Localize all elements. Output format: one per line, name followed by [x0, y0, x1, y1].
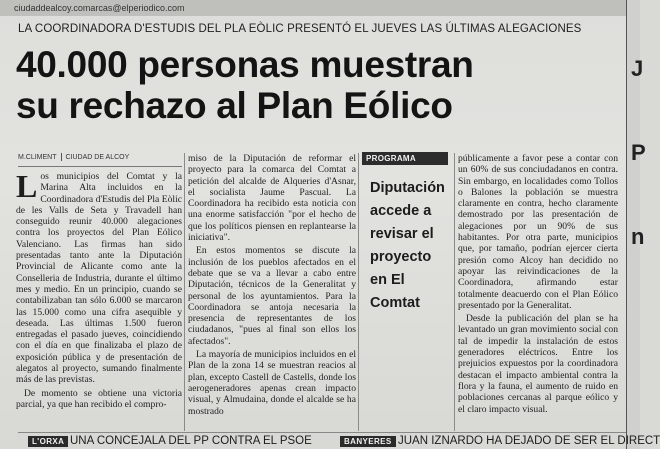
drop-cap: L — [16, 168, 38, 204]
byline-separator — [61, 153, 62, 161]
headline-line-1: 40.000 personas muestran — [16, 44, 474, 85]
sidebar-box — [362, 152, 452, 433]
brief-tag: BANYERES — [340, 436, 396, 447]
section-email: ciudaddealcoy.comarcas@elperiodico.com — [14, 3, 185, 13]
byline-author: M.CLIMENT — [18, 153, 57, 161]
brief-headline: JUAN IZNARDO HA DEJADO DE SER EL DIRECT — [398, 435, 660, 447]
column-divider — [358, 153, 359, 431]
paragraph: En estos momentos se discute la inclusión de los pueblos afectados en el debate que se va a llevar a cabo entre Diputación, técnicos de la Generalitat y personal de los ayuntamientos. Para la Coordinadora se antoja necesaria la presencia de representantes de los ciudadanos, "pues al final son ellos los afectados". — [188, 245, 356, 347]
article-headline — [16, 44, 622, 126]
article-column-2 — [188, 153, 356, 419]
edge-letter: P — [631, 140, 646, 165]
column-divider — [184, 153, 185, 431]
article-kicker: LA COORDINADORA D'ESTUDIS DEL PLA EÒLIC PRESENTÓ EL JUEVES LAS ÚLTIMAS ALEGACIONES — [18, 23, 582, 35]
article-column-1 — [16, 168, 182, 412]
footer-briefs — [18, 432, 660, 449]
byline-location: CIUDAD DE ALCOY — [65, 153, 130, 161]
byline — [18, 153, 129, 165]
adjacent-article-edge — [626, 0, 646, 449]
paragraph — [16, 168, 182, 386]
sidebar-label: PROGRAMA — [362, 152, 448, 165]
paragraph: miso de la Diputación de reformar el proyecto para la comarca del Comtat a petición del alcalde de Alqueries d'Asnar, el socialista Jaume Pascual. La Coordinadora ha recibido esta noticia con una enorme satisfacción "por el hecho de que los políticos piensen en replantearse la iniciativa". — [188, 153, 356, 244]
sidebar-title: Diputación accede a revisar el proyecto en El Comtat — [370, 180, 445, 311]
brief-headline: UNA CONCEJALA DEL PP CONTRA EL PSOE — [70, 435, 312, 447]
paragraph: La mayoría de municipios incluidos en el Plan de la zona 14 se muestran reacios al plan, excepto Castell de Castells, donde los aerogeneradores apenas crean impacto visual, y Almudaina, donde el alcalde se ha mostrado — [188, 349, 356, 417]
edge-letter: J — [631, 56, 644, 81]
edge-letter: n — [631, 224, 645, 249]
byline-rule — [18, 166, 182, 167]
paragraph: Desde la publicación del plan se ha levantado un gran movimiento social con tal de impedir la instalación de estos generadores eléctricos. Entre los prejuicios expuestos por la coordinadora destacan el impacto ambiental contra la flora y la fauna, el aumento de ruido en poblaciones cercanas al parque eólico y el claro impacto visual. — [458, 313, 618, 415]
paragraph: De momento se obtiene una victoria parcial, ya que han recibido el compro- — [16, 387, 182, 410]
top-strip — [0, 0, 628, 16]
headline-line-2: su rechazo al Plan Eólico — [16, 85, 453, 126]
article-column-3 — [458, 153, 618, 417]
paragraph: públicamente a favor pese a contar con un 60% de sus conciudadanos en contra. Sin embargo, en localidades como Tollos o Balones la población se muestra claramente en contra, hecho claramente demostrado por las presentación de alegaciones por un 90% de sus habitantes. Por otra parte, municipios que, por tamaño, podrían ejercer cierta presión como Alcoy han decidido no apoyar las reivindicaciones de la Coordinadora, afirmando estar totalmente deacuerdo con el Plan Eólico presentado por la Generalitat. — [458, 153, 618, 311]
column-divider — [454, 153, 455, 431]
brief-tag: L'ORXA — [28, 436, 68, 447]
paragraph-text: os municipios del Comtat y la Marina Alta incluidos en la Coordinadora d'Estudis del Pla Eòlic de les Valls de Seta y Travadell han conseguido reunir 40.000 alegaciones contra los proyectos del Plan Eólico Valenciano. Las firmas han sido presentadas tanto ante la Diputación Provincial de Alicante como ante la Conselleria de Industria, durante el último mes y medio. En un principio, cuando se contabilizaban tan sólo 6.000 se marcaron las 15.000 como una cifra asequible y deseada. Las últimas 1.500 fueron entregadas el pasado jueves, coincidiendo con el día en que finalizaba el plazo de exposición pública y de presentación de alegatos al proyecto, sumando finalmente más de las previstas. — [16, 171, 182, 386]
